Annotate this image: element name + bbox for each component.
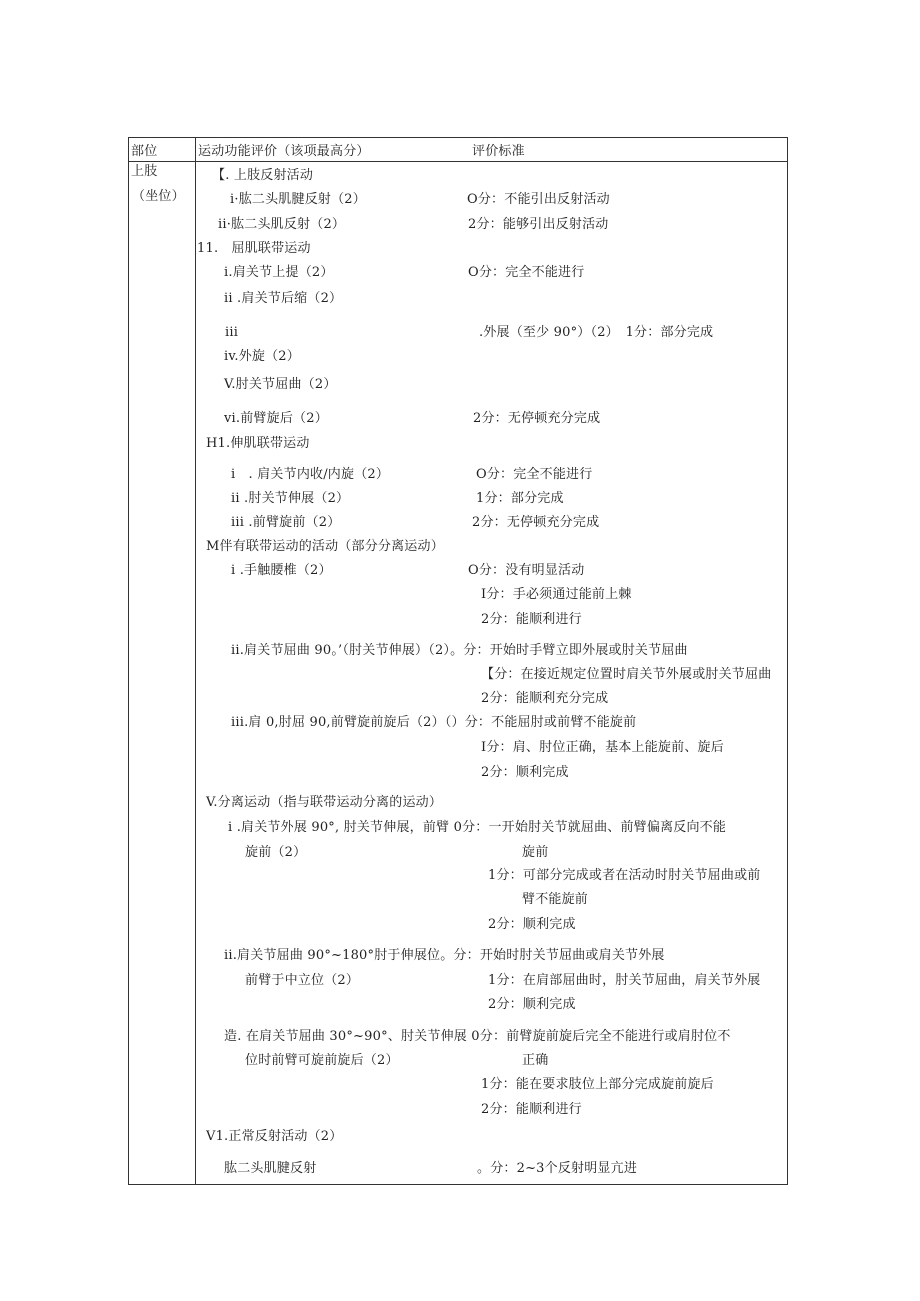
item-shoulder-flexion-90: ii.肩关节屈曲 90。’（肘关节伸展）（2）。分：开始时手臂立即外展或肘关节屈曲 <box>231 643 688 658</box>
item-abduction-criteria: .外展（至少 90°）（2） 1分：部分完成 <box>479 325 714 340</box>
item-elbow-flexion: V.肘关节屈曲（2） <box>224 377 337 392</box>
item-biceps-tendon-reflex: i·肱二头肌腱反射（2） <box>230 192 366 207</box>
item-iii-label: iii <box>225 325 239 340</box>
part-label: 上肢 <box>131 164 158 179</box>
criteria-0-hyperreflexia: 。分：2~3个反射明显亢进 <box>477 1161 638 1176</box>
item-forearm-rotation: 位时前臂可旋前旋后（2） <box>245 1053 399 1068</box>
section-partial-separation: M伴有联带运动的活动（部分分离运动） <box>206 539 444 554</box>
section-extensor-synergy: H1.伸肌联带运动 <box>206 436 310 451</box>
item-forearm-pronation: iii .前臂旋前（2） <box>231 515 341 530</box>
criteria-2-smooth: 2分：能顺利进行 <box>481 612 582 627</box>
item-hand-to-lumbar: i .手触腰椎（2） <box>231 563 332 578</box>
criteria-2-full-2: 2分：无停顿充分完成 <box>472 515 600 530</box>
item-biceps-reflex: ii·肱二头肌反射（2） <box>218 217 346 232</box>
criteria-1-partial-rotation: 1分：能在要求肢位上部分完成旋前旋后 <box>481 1077 714 1092</box>
section-reflex-title: 【. 上肢反射活动 <box>212 168 314 183</box>
item-shoulder-abduction-90: i .肩关节外展 90°, 肘关节伸展，前臂 0分：一开始肘关节就屈曲、前臂偏离反向不能 <box>228 820 727 835</box>
criteria-0-no-activity: O分：没有明显活动 <box>468 563 585 578</box>
header-criteria: 评价标准 <box>472 144 525 159</box>
criteria-1-shoulder-flex: 1分：在肩部屈曲时，肘关节屈曲，肩关节外展 <box>488 973 761 988</box>
criteria-1-hand-pass: I分：手必须通过能前上棘 <box>481 587 632 602</box>
criteria-2-smooth-2: 2分：能顺利进行 <box>481 1102 582 1117</box>
criteria-1-cont: 臂不能旋前 <box>522 892 589 907</box>
header-divider <box>128 161 788 162</box>
header-evaluation: 运动功能评价（该项最高分） <box>198 144 370 159</box>
criteria-1-near-position: 【分：在接近规定位置时肩关节外展或肘关节屈曲 <box>481 667 772 682</box>
item-shoulder-flexion-30-90: 造. 在肩关节屈曲 30°~90°、肘关节伸展 0分：前臂旋前旋后完全不能进行或肩肘位不 <box>224 1029 731 1044</box>
item-forearm-neutral: 前臂于中立位（2） <box>245 973 360 988</box>
item-pronation-label: 旋前（2） <box>245 845 307 860</box>
criteria-2-done-3: 2分：顺利完成 <box>488 997 576 1012</box>
section-separation-movement: V.分离运动（指与联带运动分离的运动） <box>206 795 443 810</box>
item-shoulder-retraction: ii .肩关节后缩（2） <box>224 291 343 306</box>
criteria-1-position-correct: I分：肩、肘位正确，基本上能旋前、旋后 <box>481 740 724 755</box>
criteria-correct-cont: 正确 <box>522 1053 549 1068</box>
criteria-2-full-smooth: 2分：能顺利充分完成 <box>481 691 609 706</box>
item-forearm-supination: vi.前臂旋后（2） <box>224 411 328 426</box>
criteria-2-done-2: 2分：顺利完成 <box>488 917 576 932</box>
criteria-1-partial: 1分：部分完成 <box>476 491 564 506</box>
criteria-2-done: 2分：顺利完成 <box>481 765 569 780</box>
criteria-0-cannot-2: O分：完全不能进行 <box>476 467 593 482</box>
item-pronation-supination: iii.肩 0,肘屈 90,前臂旋前旋后（2）（）分：不能屈肘或前臂不能旋前 <box>231 715 637 730</box>
item-shoulder-elevation: i.肩关节上提（2） <box>224 265 334 280</box>
criteria-2-full: 2分：无停顿充分完成 <box>473 411 601 426</box>
part-sub: （坐位） <box>132 189 185 204</box>
item-biceps-tendon-reflex-2: 肱二头肌腱反射 <box>224 1161 317 1176</box>
header-part: 部位 <box>131 144 158 159</box>
criteria-0-no-reflex: O分：不能引出反射活动 <box>467 192 610 207</box>
section-flexor-synergy: 11. 屈肌联带运动 <box>197 241 311 256</box>
criteria-pronation-cont: 旋前 <box>522 845 549 860</box>
section-normal-reflex: V1.正常反射活动（2） <box>206 1129 343 1144</box>
item-shoulder-adduction: i . 肩关节内收/内旋（2） <box>231 467 390 482</box>
item-external-rotation: iv.外旋（2） <box>224 349 300 364</box>
item-elbow-extension: ii .肘关节伸展（2） <box>231 491 350 506</box>
criteria-0-cannot: O分：完全不能进行 <box>468 265 585 280</box>
criteria-2-reflex: 2分：能够引出反射活动 <box>468 217 609 232</box>
criteria-1-partial-elbow: 1分：可部分完成或者在活动时肘关节屈曲或前 <box>488 868 761 883</box>
column-divider <box>195 137 196 1185</box>
item-shoulder-flexion-180: ii.肩关节屈曲 90°~180°肘于伸展位。分：开始时肘关节屈曲或肩关节外展 <box>224 948 665 963</box>
